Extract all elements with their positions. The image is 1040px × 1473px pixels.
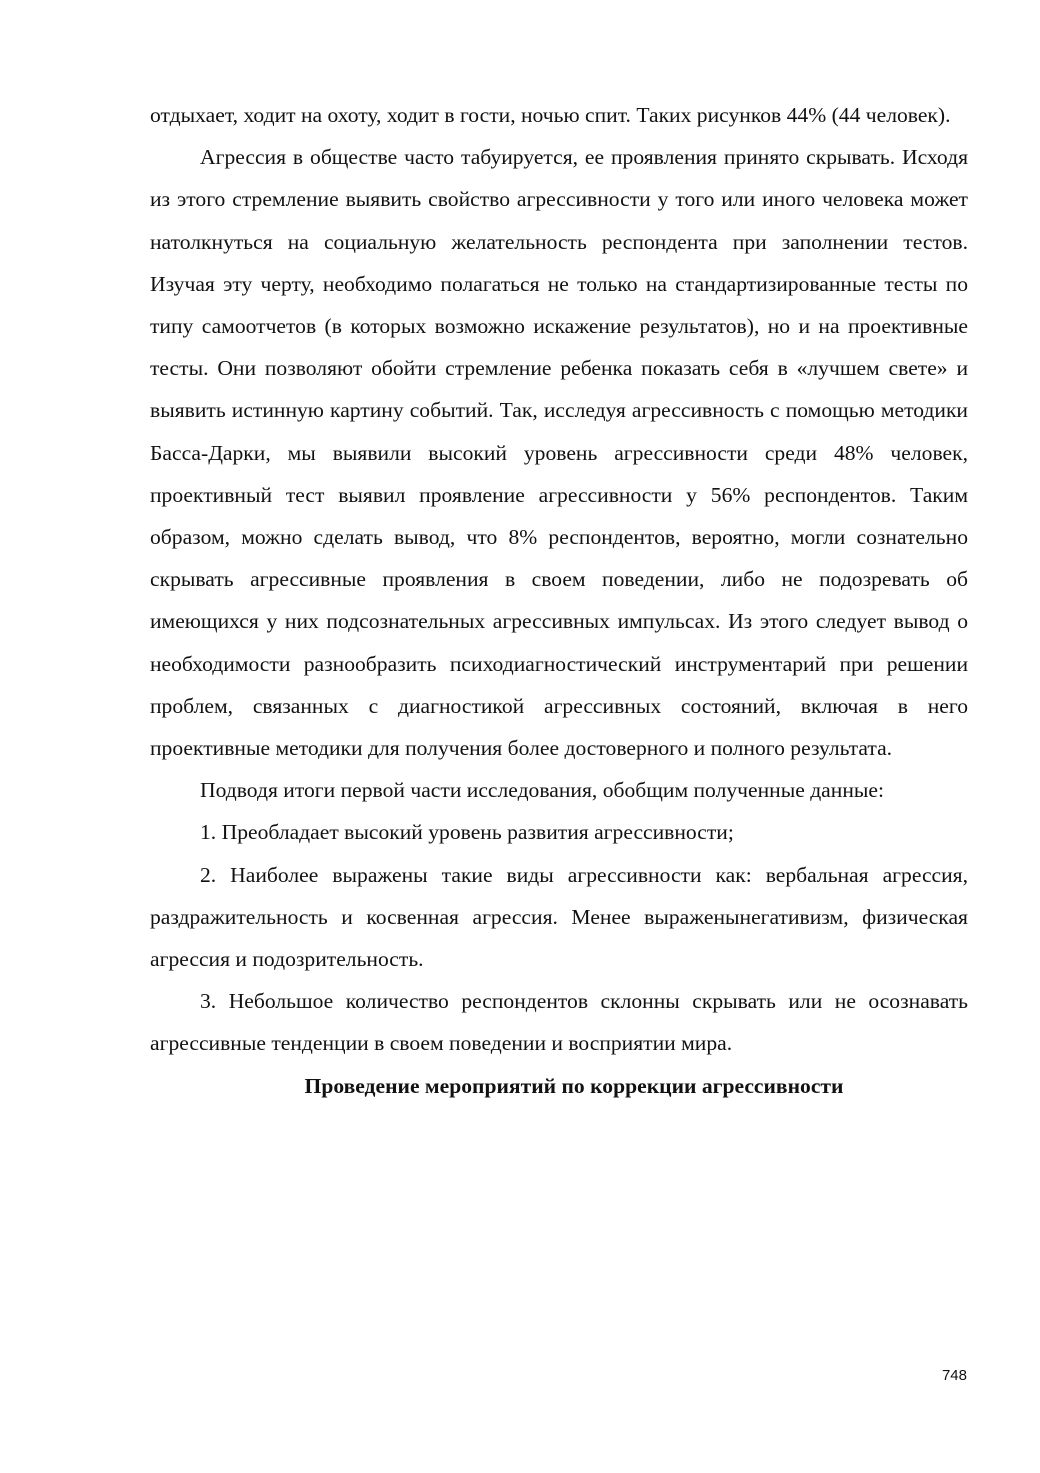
list-item-3: 3. Небольшое количество респондентов склонны скрывать или не осознавать агрессивные тенденции в своем поведении и восприятии мира. [150, 989, 968, 1056]
paragraph-continuation: отдыхает, ходит на охоту, ходит в гости, ночью спит. Таких рисунков 44% (44 человек). [150, 103, 951, 127]
page-number: 748 [941, 1367, 967, 1384]
list-item-1: 1. Преобладает высокий уровень развития агрессивности; [200, 820, 734, 845]
paragraph-aggression: Агрессия в обществе часто табуируется, ее проявления принято скрывать. Исходя из этого стремление выявить свойство агрессивности у того или иного человека может натолкнуться на социальную желательность респондента при заполнении тестов. Изучая эту черту, необходимо полагаться не только на стандартизированные тесты по типу самоотчетов (в которых возможно искажение результатов), но и на проективные тесты. Они позволяют обойти стремление ребенка показать себя в «лучшем свете» и выявить истинную картину событий. Так, исследуя агрессивность с помощью методики Басса-Дарки, мы выявили высокий уровень агрессивности среди 48% человек, проективный тест выявил проявление агрессивности у 56% респондентов. Таким образом, можно сделать вывод, что 8% респондентов, вероятно, могли сознательно скрывать агрессивные проявления в своем поведении, либо не подозревать об имеющихся у них подсознательных агрессивных импульсах. Из этого следует вывод о необходимости разнообразить психодиагностический инструментарий при решении проблем, связанных с диагностикой агрессивных состояний, включая в него проективные методики для получения более достоверного и полного результата. [150, 145, 968, 761]
document-page [150, 94, 968, 1107]
section-heading: Проведение мероприятий по коррекции агрессивности [304, 1073, 844, 1098]
list-item-2: 2. Наиболее выражены такие виды агрессивности как: вербальная агрессия, раздражительность и косвенная агрессия. Менее выраженынегативизм, физическая агрессия и подозрительность. [150, 862, 968, 972]
paragraph-summary-intro: Подводя итоги первой части исследования, обобщим полученные данные: [200, 778, 884, 803]
